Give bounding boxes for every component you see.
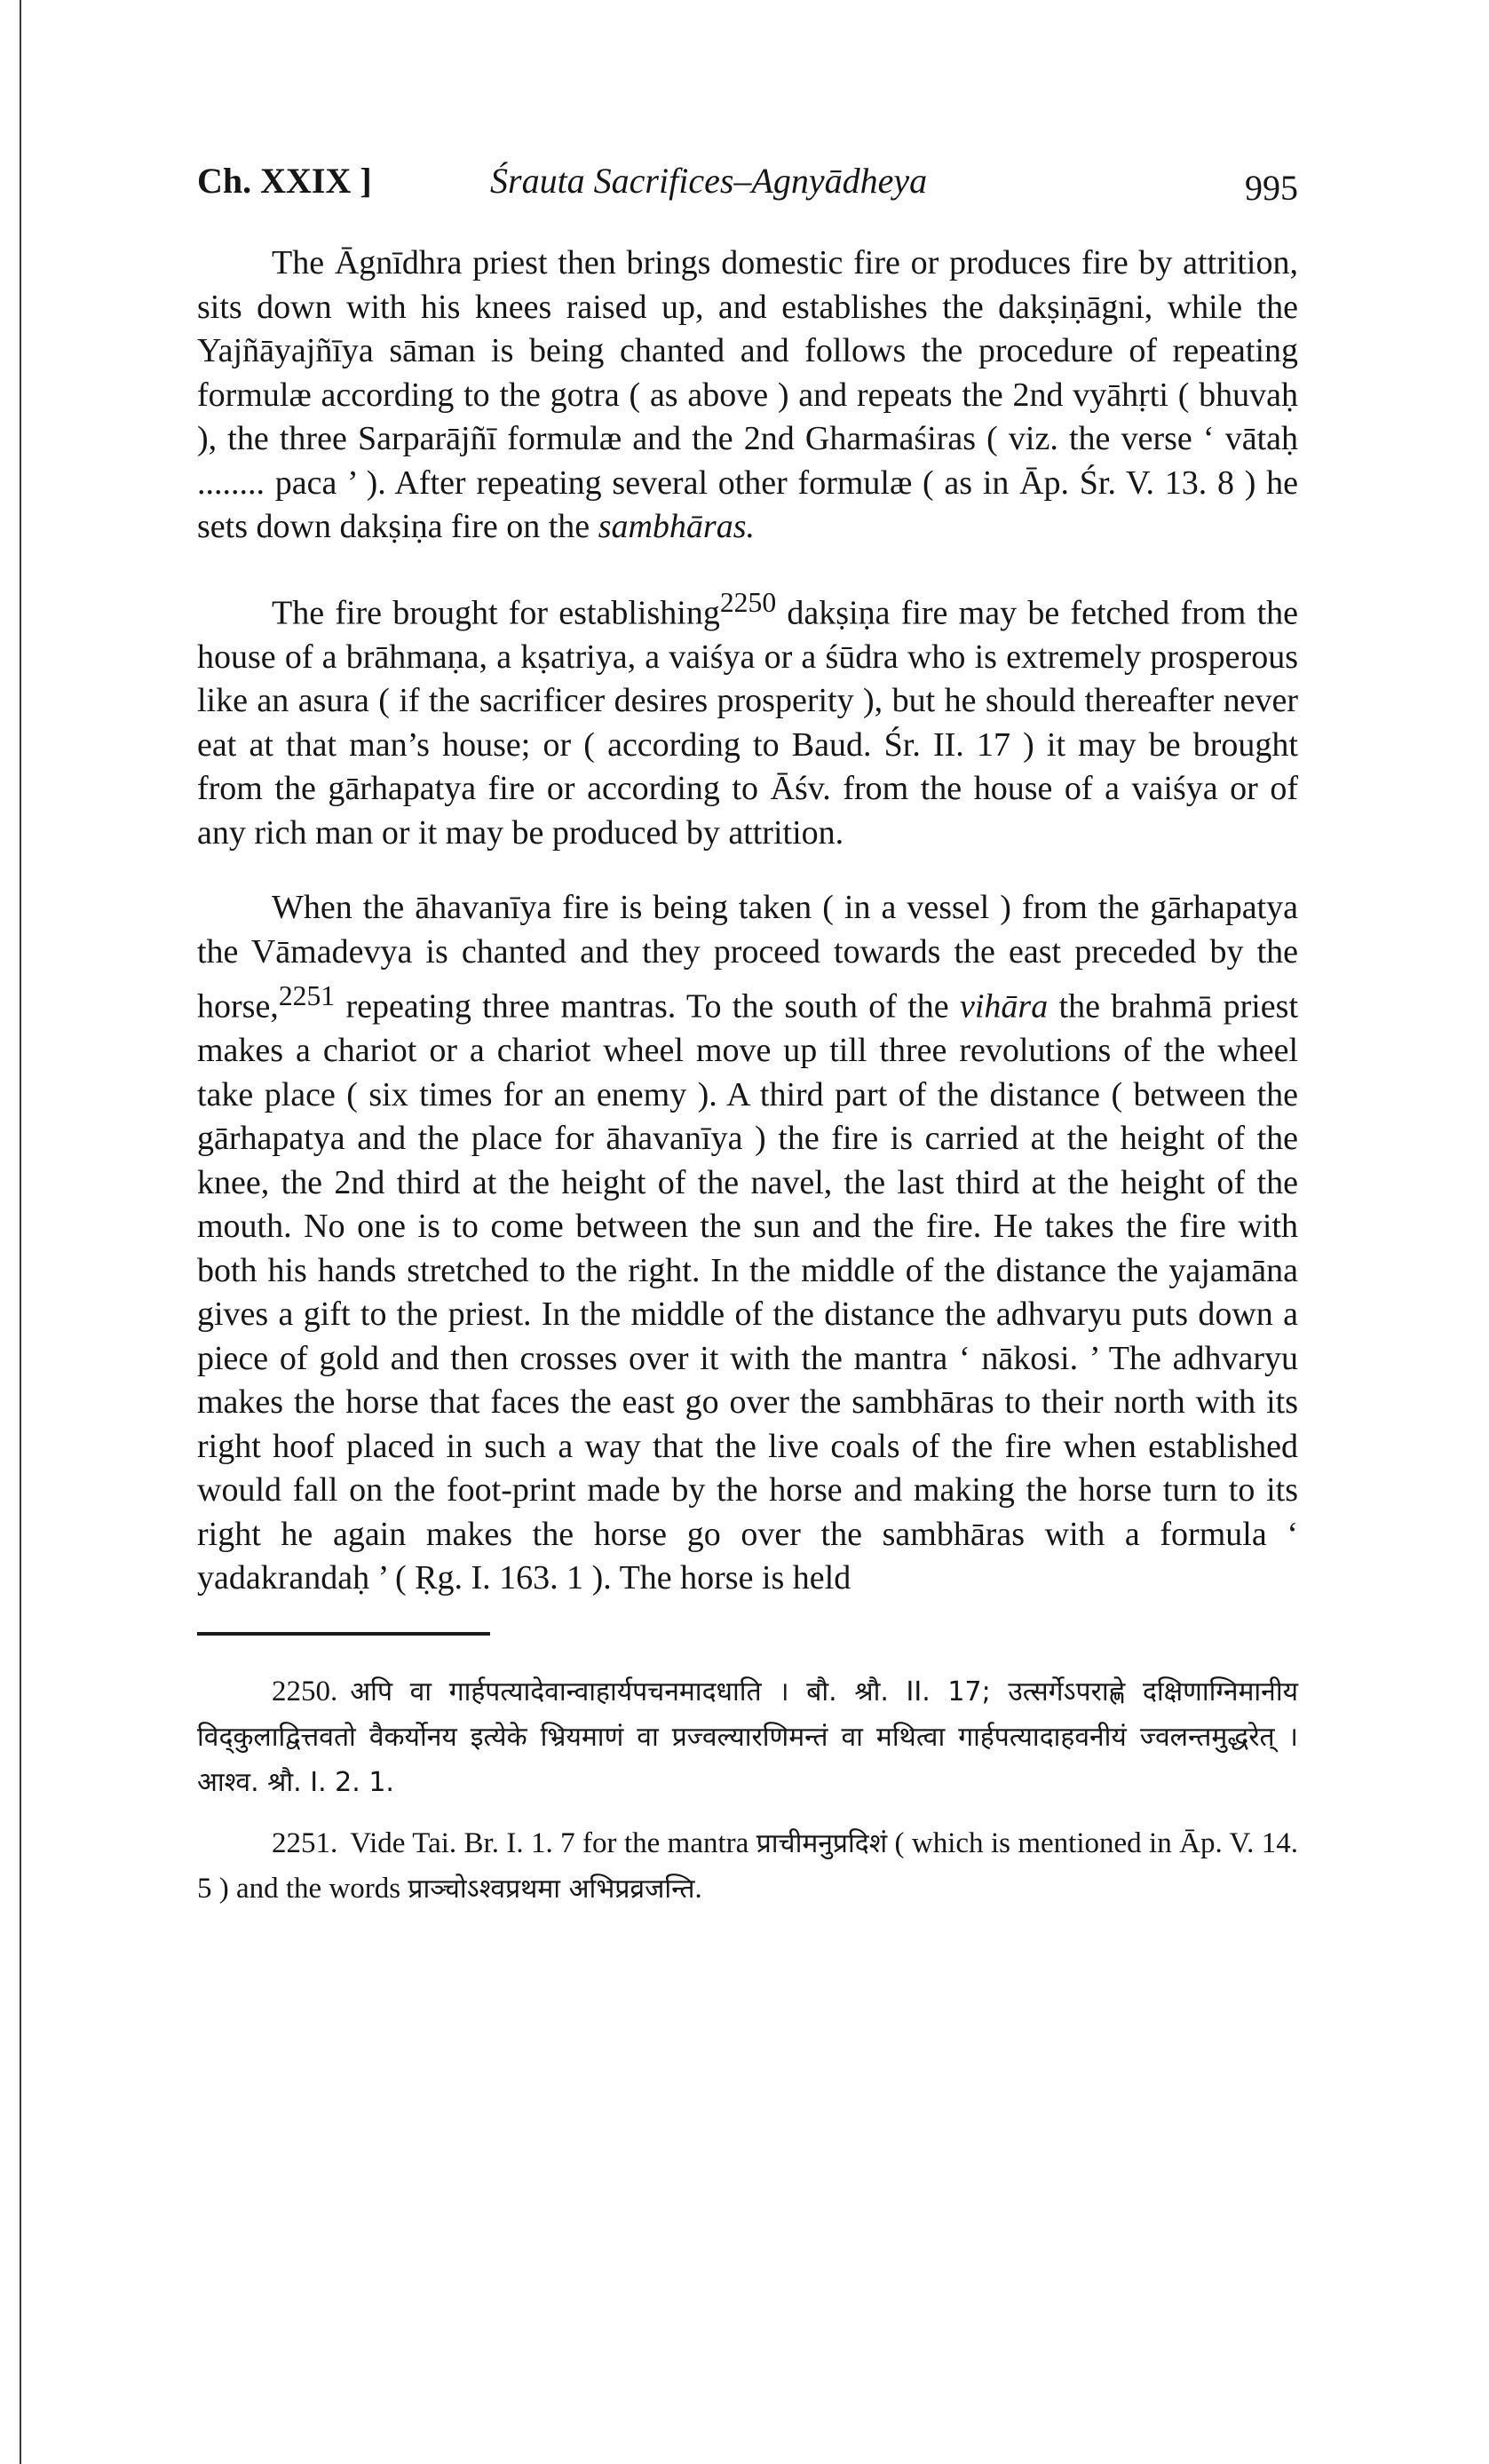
footnote-ref-2251[interactable]: 2251: [278, 980, 336, 1012]
footnote-sanskrit-2: प्राञ्चोऽश्वप्रथमा अभिप्रव्रजन्ति: [408, 1873, 695, 1905]
running-header: [197, 160, 1298, 213]
running-title: Śrauta Sacrifices–Agnyādheya: [490, 161, 928, 201]
footnote-text-mid: ( which is mentioned in Āp. V. 14. 5 ) and the words: [197, 1826, 1298, 1905]
footnote-number: 2251.: [272, 1826, 338, 1859]
page: [197, 160, 1298, 1928]
footnote-2251: [197, 1821, 1298, 1912]
paragraph-3-mid: repeating three mantras. To the south of the: [335, 987, 960, 1026]
page-edge-rule: [20, 0, 21, 2464]
footnote-divider: [197, 1632, 490, 1636]
footnote-number: 2250.: [272, 1675, 338, 1707]
paragraph-2-text: The fire brought for establishing: [272, 594, 720, 632]
paragraph-1: [197, 242, 1298, 550]
paragraph-2-tail: dakṣiṇa fire may be fetched from the house of a brāhmaṇa, a kṣatriya, a vaiśya or a śūdra who is extremely prosperous like an asura ( if the sacrificer desires prosperity ), but he should thereafter never eat at that man’s house; or ( according to Baud. Śr. II. 17 ) it may be brought from the gārhapatya fire or according to Āśv. from the house of a vaiśya or of any rich man or it may be produced by attrition.: [197, 594, 1299, 852]
footnote-2250: [197, 1669, 1298, 1805]
paragraph-3: [197, 886, 1298, 1601]
paragraph-3-tail: the brahmā priest makes a chariot or a chariot wheel move up till three revolutions of the wheel take place ( six times for an enemy ). A third part of the distance ( between the gārhapatya and the place for āhavanīya ) the fire is carried at the height of the knee, the 2nd third at the height of the navel, the last third at the height of the mouth. No one is to come between the sun and the fire. He takes the fire with both his hands stretched to the right. In the middle of the distance the yajamāna gives a gift to the priest. In the middle of the distance the adhvaryu puts down a piece of gold and then crosses over it with the mantra ‘ nākosi. ’ The adhvaryu makes the horse that faces the east go over the sambhāras to their north with its right hoof placed in such a way that the live coals of the fire when established would fall on the foot-print made by the horse and making the horse turn to its right he again makes the horse go over the sambhāras with a formula ‘ yadakrandaḥ ’ ( Ṛg. I. 163. 1 ). The horse is held: [197, 987, 1299, 1597]
paragraph-2: [197, 581, 1298, 856]
paragraph-3-text: When the āhavanīya fire is being taken ( in a vessel ) from the gārhapatya the Vāmadevya is chanted and they proceed towards the east preceded by the horse,: [197, 889, 1298, 1026]
footnote-ref-2250[interactable]: 2250: [719, 586, 777, 618]
footnote-text: अपि वा गार्हपत्यादेवान्वाहार्यपचनमादधाति । बौ. श्रौ. II. 17; उत्सर्गेऽपराह्णे दक्षिणाग्निमानीय विद्कुलाद्वित्तवतो वैकर्योनय इत्येके भ्रियमाणं वा प्रज्वल्यारणिमन्तं वा मथित्वा गार्हपत्यादाहवनीयं ज्वलन्तमुद्धरेत् । आश्व. श्रौ. I. 2. 1.: [197, 1676, 1298, 1798]
body-text: [197, 242, 1298, 1601]
paragraph-1-italic: sambhāras.: [598, 508, 755, 545]
footnote-text-end: .: [694, 1872, 702, 1905]
paragraph-3-italic: vihāra: [959, 987, 1049, 1026]
chapter-label: Ch. XXIX ]: [197, 161, 372, 201]
paragraph-1-text: The Āgnīdhra priest then brings domestic fire or produces fire by attrition, sits down with his knees raised up, and establishes the dakṣiṇāgni, while the Yajñāyajñīya sāman is being chanted and follows the procedure of repeating formulæ according to the gotra ( as above ) and repeats the 2nd vyāhṛti ( bhuvaḥ ), the three Sarparājñī formulæ and the 2nd Gharmaśiras ( viz. the verse ‘ vātaḥ ........ paca ’ ). After repeating several other formulæ ( as in Āp. Śr. V. 13. 8 ) he sets down dakṣiṇa fire on the: [197, 244, 1298, 545]
footnote-sanskrit-1: प्राचीमनुप्रदिशं: [756, 1827, 888, 1859]
footnotes: [197, 1669, 1298, 1912]
page-number: 995: [1245, 168, 1298, 208]
footnote-text: Vide Tai. Br. I. 1. 7 for the mantra: [350, 1826, 756, 1859]
